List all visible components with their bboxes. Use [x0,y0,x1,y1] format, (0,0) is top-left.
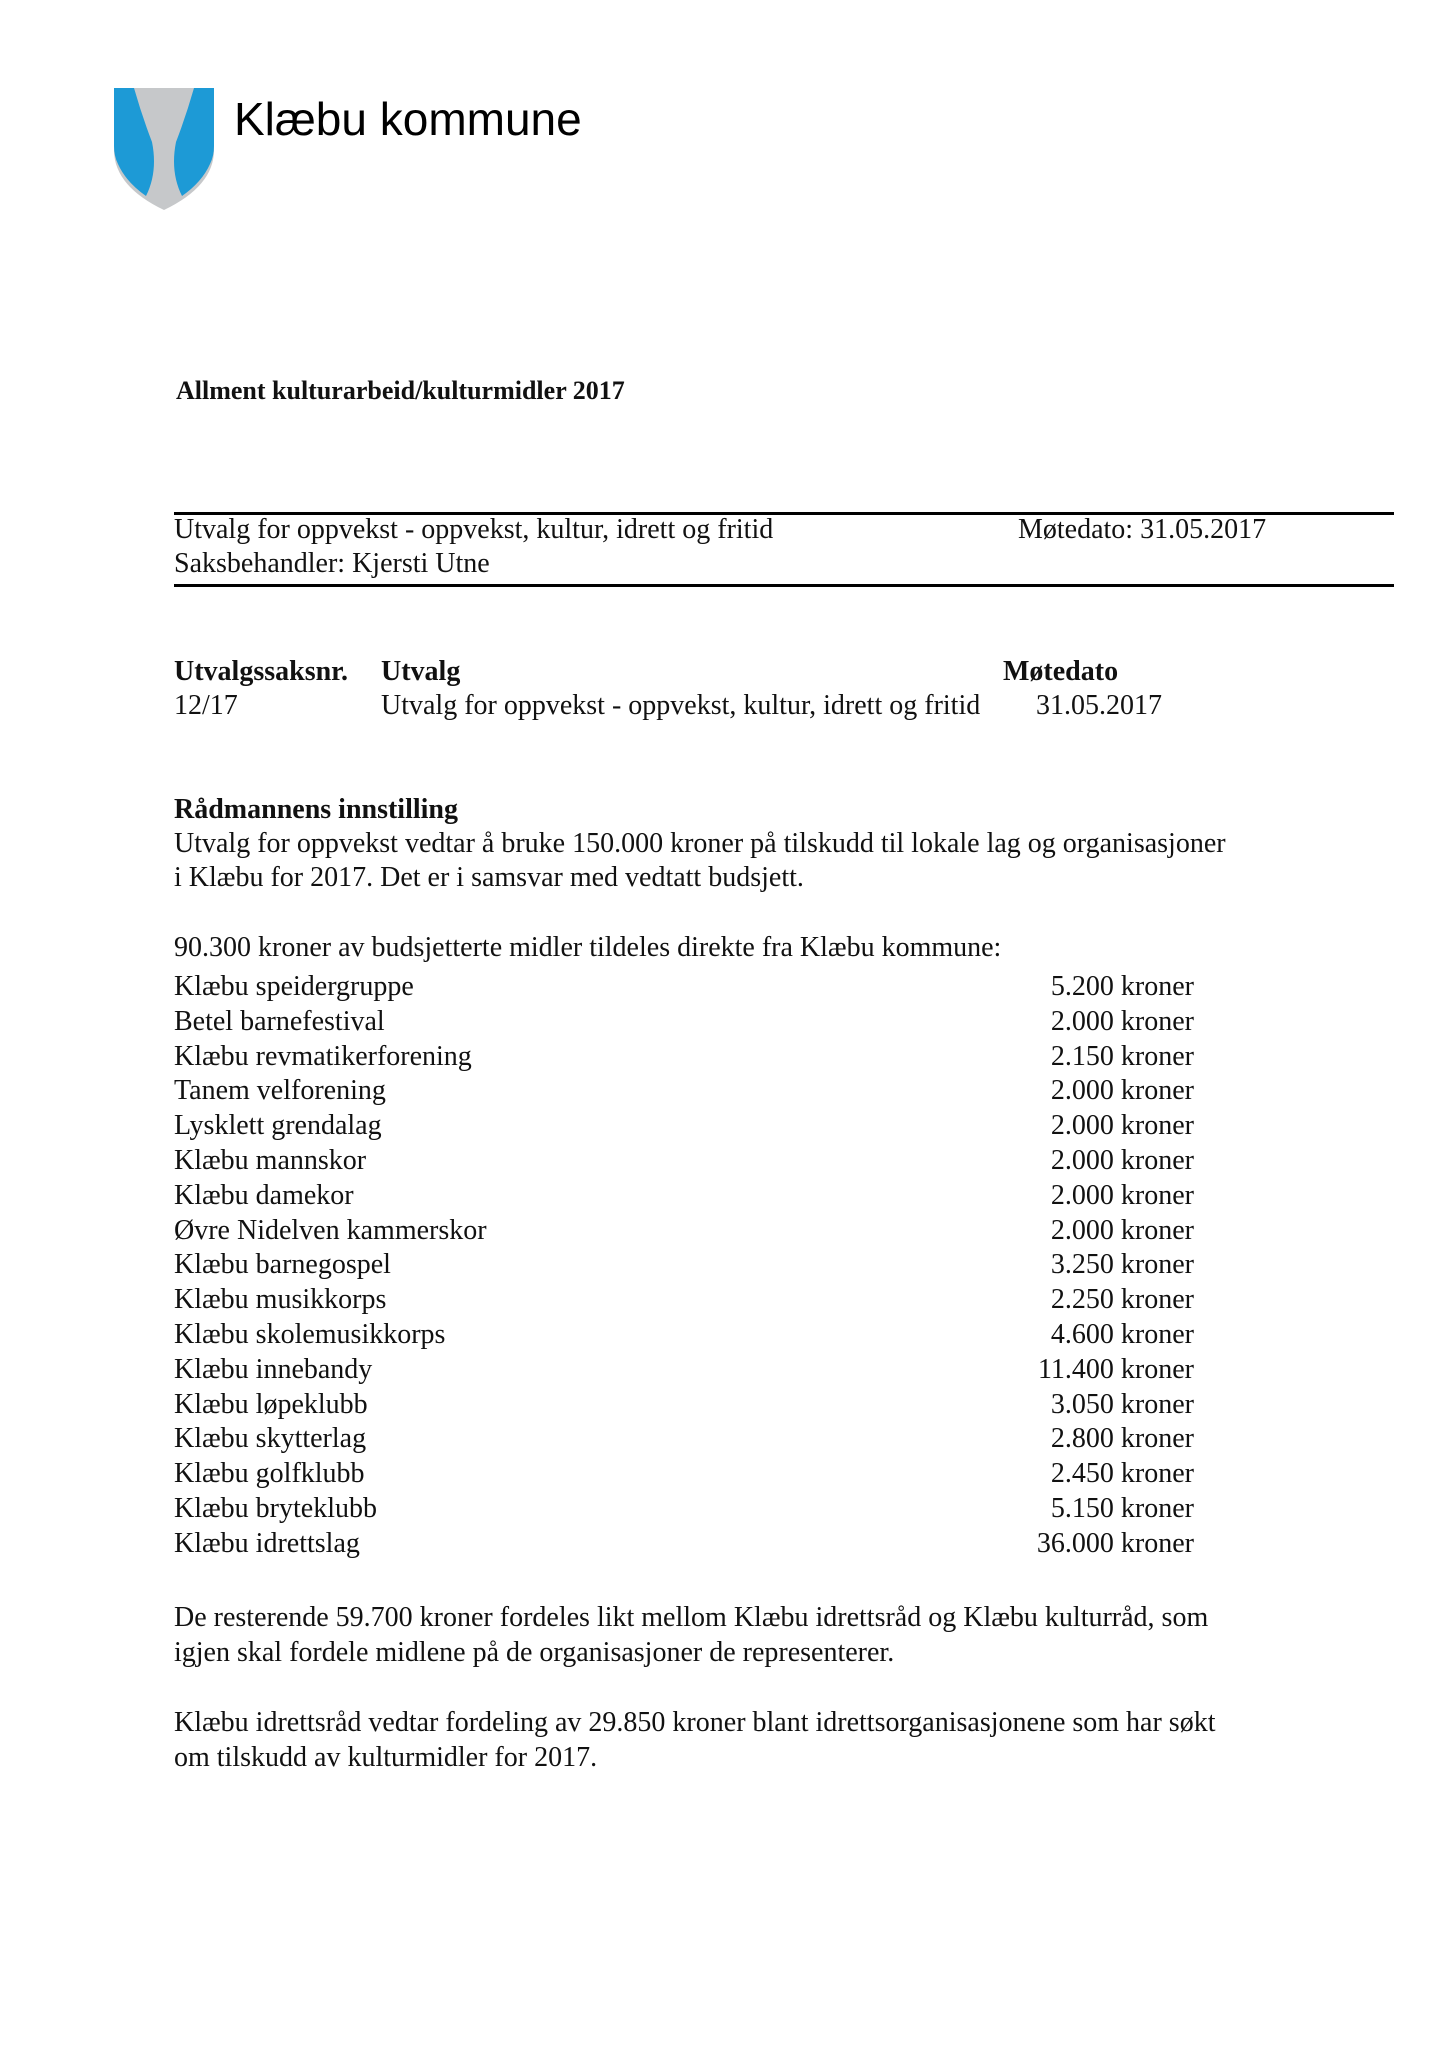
committee-name: Utvalg for oppvekst - oppvekst, kultur, idrett og fritid [174,514,774,545]
grant-name: Klæbu revmatikerforening [174,1040,472,1072]
grant-name: Klæbu speidergruppe [174,971,414,1002]
letterhead [112,84,812,214]
list-item [174,1388,1194,1423]
committee-header: Utvalg [381,656,461,687]
grant-amount: 5.150 kroner [1050,1492,1194,1524]
case-officer: Saksbehandler: Kjersti Utne [174,548,490,579]
list-item [174,1074,1194,1109]
list-item [174,1527,1194,1562]
grant-name: Klæbu idrettslag [174,1527,360,1559]
grant-amount: 2.450 kroner [1050,1458,1194,1490]
grant-amount: 2.250 kroner [1050,1284,1194,1316]
grant-amount: 5.200 kroner [1050,971,1194,1002]
grant-amount: 2.000 kroner [1050,1144,1194,1176]
date-value: 31.05.2017 [1036,690,1162,721]
grant-name: Klæbu golfklubb [174,1458,365,1490]
grant-amount: 2.000 kroner [1050,1110,1194,1142]
grant-name: Klæbu skytterlag [174,1423,367,1455]
klaebu-coat-of-arms-icon [112,86,216,212]
list-item [174,1248,1194,1283]
list-item [174,1422,1194,1457]
grants-intro: 90.300 kroner av budsjetterte midler tildeles direkte fra Klæbu kommune: [174,932,1002,963]
grant-name: Klæbu mannskor [174,1144,367,1176]
grant-amount: 11.400 kroner [1037,1353,1194,1385]
date-header: Møtedato [1003,656,1119,687]
grant-name: Klæbu bryteklubb [174,1492,377,1524]
grant-name: Klæbu barnegospel [174,1249,391,1281]
list-item [174,1005,1194,1040]
grant-amount: 2.000 kroner [1050,1214,1194,1246]
grant-amount: 2.150 kroner [1050,1040,1194,1072]
list-item [174,1353,1194,1388]
document-title: Allment kulturarbeid/kulturmidler 2017 [176,376,625,405]
list-item [174,1318,1194,1353]
list-item [174,1283,1194,1318]
grant-amount: 2.000 kroner [1050,1179,1194,1211]
remaining-line-2: igjen skal fordele midlene på de organisasjoner de representerer. [174,1637,895,1668]
list-item [174,1214,1194,1249]
case-no-header: Utvalgssaksnr. [174,656,349,687]
grants-list [174,970,1194,1562]
grant-amount: 36.000 kroner [1036,1527,1194,1559]
list-item [174,1144,1194,1179]
list-item [174,1179,1194,1214]
grant-name: Lysklett grendalag [174,1110,382,1142]
grant-amount: 2.800 kroner [1050,1423,1194,1455]
municipality-name: Klæbu kommune [234,93,582,145]
case-no-value: 12/17 [174,690,238,721]
grant-name: Klæbu musikkorps [174,1284,387,1316]
recommendation-heading: Rådmannens innstilling [174,794,458,825]
grant-name: Klæbu damekor [174,1179,354,1211]
grant-name: Klæbu innebandy [174,1353,373,1385]
grant-name: Klæbu skolemusikkorps [174,1318,446,1350]
list-item [174,1492,1194,1527]
grant-name: Øvre Nidelven kammerskor [174,1214,487,1246]
list-item [174,1109,1194,1144]
recommendation-line-1: Utvalg for oppvekst vedtar å bruke 150.000 kroner på tilskudd til lokale lag og organisasjoner [174,828,1226,859]
grant-amount: 3.250 kroner [1050,1249,1194,1281]
list-item [174,1040,1194,1075]
divider-bottom [174,584,1394,587]
remaining-line-1: De resterende 59.700 kroner fordeles likt mellom Klæbu idrettsråd og Klæbu kulturråd, som [174,1602,1209,1633]
grant-amount: 4.600 kroner [1050,1318,1194,1350]
committee-value: Utvalg for oppvekst - oppvekst, kultur, idrett og fritid [381,690,981,721]
sports-council-line-1: Klæbu idrettsråd vedtar fordeling av 29.850 kroner blant idrettsorganisasjonene som har søkt [174,1707,1216,1738]
list-item [174,1457,1194,1492]
list-item [174,970,1194,1005]
grant-name: Betel barnefestival [174,1005,385,1037]
grant-amount: 2.000 kroner [1050,1075,1194,1107]
grant-amount: 2.000 kroner [1050,1005,1194,1037]
grant-amount: 3.050 kroner [1050,1388,1194,1420]
grant-name: Klæbu løpeklubb [174,1388,368,1420]
grant-name: Tanem velforening [174,1075,386,1107]
meeting-date: Møtedato: 31.05.2017 [1018,514,1267,545]
sports-council-line-2: om tilskudd av kulturmidler for 2017. [174,1742,598,1773]
recommendation-line-2: i Klæbu for 2017. Det er i samsvar med vedtatt budsjett. [174,862,804,893]
